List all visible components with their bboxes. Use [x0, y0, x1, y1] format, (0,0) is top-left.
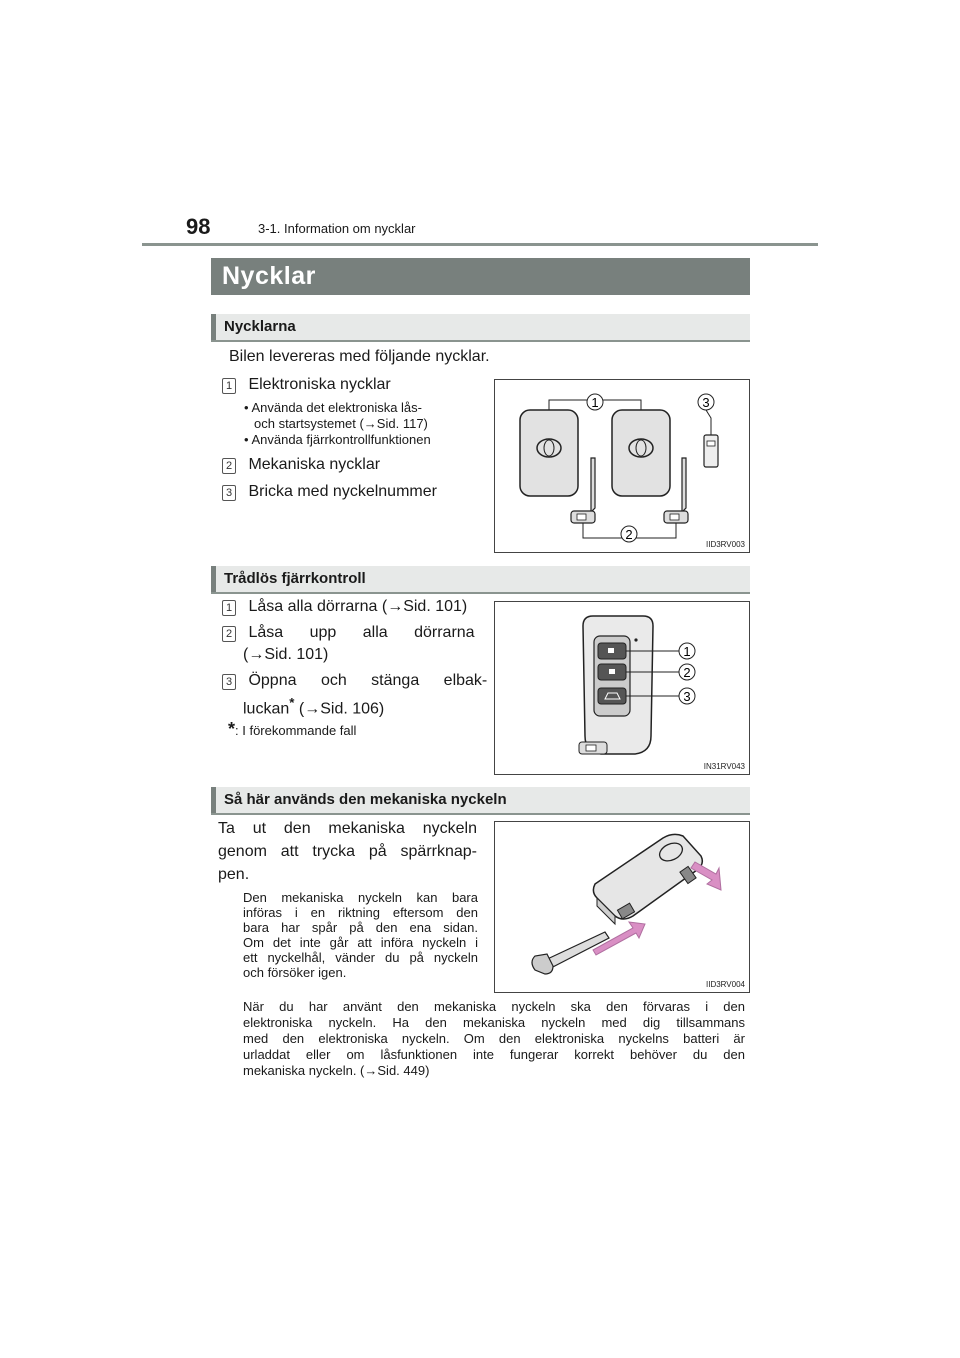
list-item [222, 622, 478, 644]
footnote-star: * [228, 719, 236, 739]
lead-line: pen. [218, 866, 250, 883]
item-label: Låsa alla dörrarna (→Sid. 101) [248, 598, 468, 615]
paragraph-line: med den elektroniska nyckeln. Om den elektroniska nyckelns batteri är [243, 1031, 745, 1046]
paragraph-line: elektroniska nyckeln. Ha den mekaniska nyckeln med dig tillsammans [243, 1015, 745, 1030]
item-number: 2 [222, 458, 236, 474]
item-label-part: (→Sid. 106) [294, 700, 385, 718]
item-label: Elektroniska nycklar [248, 376, 391, 393]
item-label: Öppna och stänga elbak- [248, 672, 488, 689]
bullet-item: • Använda fjärrkontrollfunktionen [244, 432, 431, 447]
section-heading-mechanical [211, 787, 750, 815]
bullet-text: Använda fjärrkontrollfunktionen [251, 432, 431, 447]
section-heading-label: Nycklarna [224, 318, 296, 335]
item-label: Låsa upp alla dörrarna [248, 624, 475, 641]
item-label-part: luckan [243, 700, 290, 718]
mechanical-key-illustration [494, 821, 750, 993]
section-heading-nycklarna [211, 314, 750, 342]
page-title: Nycklar [222, 262, 316, 290]
paragraph-line: När du har använt den mekaniska nyckeln ska den förvaras i den [243, 999, 745, 1014]
item-label: Mekaniska nycklar [248, 456, 381, 473]
list-item [222, 374, 391, 396]
bullet-text: och startsystemet (→Sid. 117) [254, 416, 428, 431]
page-number: 98 [186, 214, 211, 239]
callout-2: 2 [625, 527, 633, 542]
keys-illustration [494, 379, 750, 553]
item-number: 1 [222, 378, 236, 394]
remote-drawing [495, 602, 749, 774]
running-head: 3-1. Information om nycklar [258, 221, 416, 236]
section-heading-label: Trådlös fjärrkontroll [224, 570, 366, 587]
callout-1: 1 [683, 644, 691, 659]
callout-3: 3 [683, 689, 691, 704]
callout-1: 1 [591, 395, 599, 410]
callout-2: 2 [683, 665, 691, 680]
footnote [228, 719, 357, 739]
footnote-star: * [289, 695, 295, 710]
note-line: Om det inte går att införa nyckeln i [243, 935, 478, 950]
item-number: 3 [222, 674, 236, 690]
remote-illustration [494, 601, 750, 775]
item-number: 1 [222, 600, 236, 616]
item-number: 3 [222, 485, 236, 501]
list-item [222, 670, 487, 692]
list-item [222, 481, 437, 503]
item-label: Bricka med nyckelnummer [248, 483, 437, 500]
note-line: ett nyckelhål, vänder du på nyckeln [243, 950, 478, 965]
figure-code: IID3RV003 [706, 540, 745, 549]
list-item [222, 596, 467, 618]
lead-line: Ta ut den mekaniska nyckeln [218, 820, 477, 837]
footnote-text: : I förekommande fall [235, 723, 357, 738]
bullet-item: • Använda det elektroniska lås- [244, 400, 422, 415]
note-line: införas i en riktning eftersom den [243, 905, 478, 920]
figure-code: IID3RV004 [706, 980, 745, 989]
bullet-text: Använda det elektroniska lås- [251, 400, 422, 415]
section-heading-label: Så här används den mekaniska nyckeln [224, 791, 507, 808]
item-label-cont [243, 692, 384, 720]
note-line: Den mekaniska nyckeln kan bara [243, 890, 478, 905]
intro-text: Bilen levereras med följande nycklar. [229, 348, 490, 365]
lead-line: genom att trycka på spärrknap- [218, 843, 477, 860]
note-line: bara har spår på den ena sidan. [243, 920, 478, 935]
paragraph-line: urladdat eller om låsfunktionen inte fungerar korrekt behöver du den [243, 1047, 745, 1062]
figure-code: IN31RV043 [703, 762, 745, 771]
page-title-bar [211, 258, 750, 295]
callout-3: 3 [702, 395, 710, 410]
keys-drawing [495, 380, 749, 552]
header-rule [142, 243, 818, 246]
list-item [222, 454, 380, 476]
item-label-cont: (→Sid. 101) [243, 646, 329, 663]
note-line: och försöker igen. [243, 965, 347, 980]
item-number: 2 [222, 626, 236, 642]
mechanical-key-drawing [495, 822, 749, 992]
section-heading-remote [211, 566, 750, 594]
paragraph-line: mekaniska nyckeln. (→Sid. 449) [243, 1063, 430, 1078]
